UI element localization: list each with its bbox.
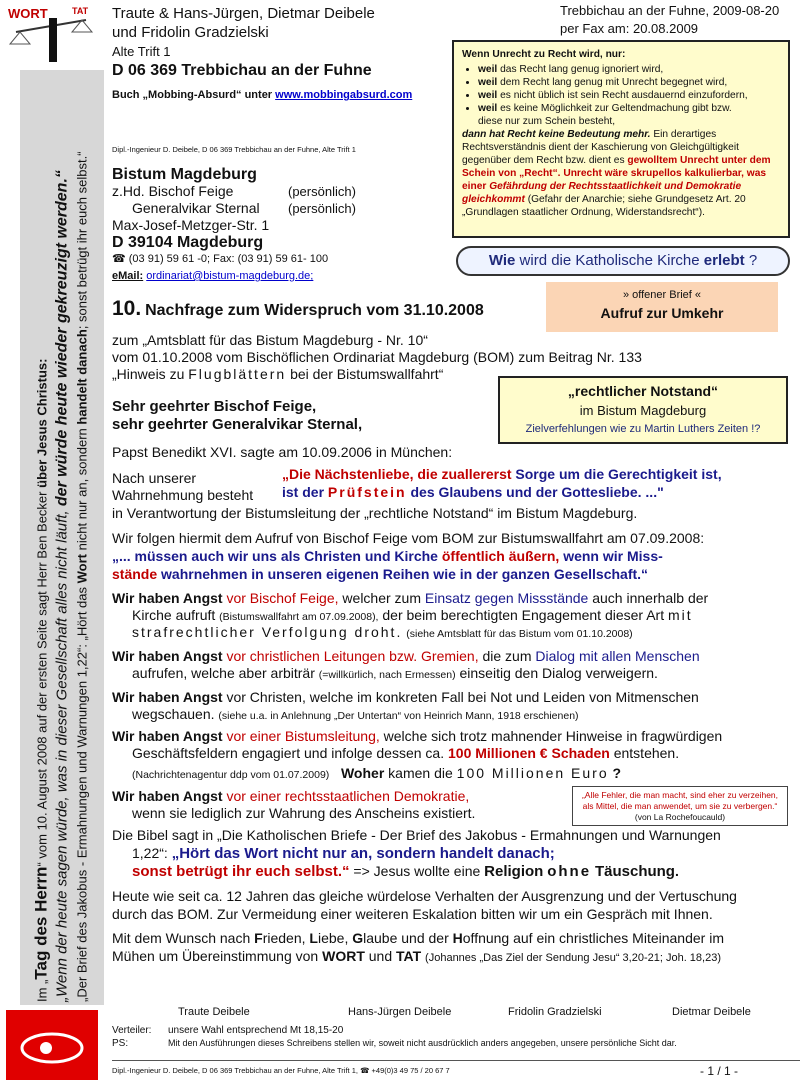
recipient-line2: Generalvikar Sternal (persönlich) bbox=[132, 200, 356, 216]
feige-quote2: stände wahrnehmen in unseren eigenen Reihen wie in der ganzen Gesellschaft.“ bbox=[112, 566, 649, 582]
phone-icon: ☎ bbox=[360, 1066, 370, 1075]
unrecht-cont: diese nur zum Schein besteht, bbox=[478, 116, 616, 127]
angst-4-line2: Geschäftsfeldern engagiert und infolge dessen ca. 100 Millionen € Schaden entstehen. bbox=[132, 745, 680, 761]
sender-return-line: Dipl.-Ingenieur D. Deibele, D 06 369 Trebbichau an der Fuhne, Alte Trift 1 bbox=[112, 145, 356, 154]
folgen-line: Wir folgen hiermit dem Aufruf von Bischof Feige vom BOM zur Bistumswallfahrt am 07.09.2008: bbox=[112, 530, 705, 546]
ref-line1: zum „Amtsblatt für das Bistum Magdeburg - Nr. 10“ bbox=[112, 332, 428, 348]
papst-line: Papst Benedikt XVI. sagte am 10.09.2006 in München: bbox=[112, 444, 453, 460]
subject-line: 10. Nachfrage zum Widerspruch vom 31.10.2008 bbox=[112, 297, 484, 320]
angst-5-line1: Wir haben Angst vor einer rechtsstaatlichen Demokratie, bbox=[112, 788, 470, 804]
bibel-line3: sonst betrügt ihr euch selbst.“ => Jesus wollte eine Religion ohne Täuschung. bbox=[132, 863, 679, 880]
list-item: • weil dem Recht lang genug mit Unrecht begegnet wird, bbox=[478, 76, 780, 89]
signature-dietmar: Dietmar Deibele bbox=[672, 1006, 751, 1018]
salutation2: sehr geehrter Generalvikar Sternal, bbox=[112, 416, 363, 433]
footer-divider bbox=[112, 1060, 800, 1061]
verteiler-row: Verteiler: unsere Wahl entsprechend Mt 18,15-20 bbox=[112, 1025, 344, 1036]
wunsch-line1: Mit dem Wunsch nach Frieden, Liebe, Glaube und der Hoffnung auf ein christliches Miteinander im bbox=[112, 930, 724, 946]
salutation1: Sehr geehrter Bischof Feige, bbox=[112, 398, 317, 415]
phone-icon: ☎ bbox=[112, 253, 126, 265]
red-badge-image bbox=[6, 1010, 98, 1080]
wie-erlebt-banner: Wie wird die Katholische Kirche erlebt ? bbox=[456, 246, 790, 276]
bibel-line2: 1,22“: „Hört das Wort nicht nur an, sondern handelt danach; bbox=[132, 845, 555, 862]
distribution-notes bbox=[112, 1024, 800, 1050]
bibel-line1: Die Bibel sagt in „Die Katholischen Briefe - Der Brief des Jakobus - Ermahnungen und Warnungen bbox=[112, 827, 721, 843]
angst-4-line3: (Nachrichtenagentur ddp vom 01.07.2009) Woher kamen die 100 Millionen Euro ? bbox=[132, 765, 622, 781]
heute-line1: Heute wie seit ca. 12 Jahren das gleiche würdelose Verhalten der Ausgrenzung und der Vertuschung bbox=[112, 888, 737, 904]
rochefoucauld-l3: (von La Rochefoucauld) bbox=[634, 812, 726, 822]
signature-traute: Traute Deibele bbox=[178, 1006, 250, 1018]
sender-city: D 06 369 Trebbichau an der Fuhne bbox=[112, 62, 372, 79]
side-quote-banner bbox=[20, 70, 104, 1005]
papst-quote1: „Die Nächstenliebe, die zuallererst Sorge um die Gerechtigkeit ist, bbox=[282, 466, 722, 482]
sender-line2: und Fridolin Gradzielski bbox=[112, 24, 269, 41]
side-quote-text: Im „Tag des Herrn“ vom 10. August 2008 auf der ersten Seite sagt Herr Ben Becker über Jesus Christus: „Wenn der heute sagen würde, was in dieser Gesellschaft alles nicht läuft, der würde heute wieder gekreuzigt werden.“ „Der Brief des Jakobus - Ermahnungen und Warnungen 1,22“: „Hört das Wort nicht nur an, sondern handelt danach; sonst betrügt ihr euch selbst.“ bbox=[31, 151, 90, 1002]
unrecht-quote-box bbox=[452, 40, 790, 238]
angst-3-line2: wegschauen. (siehe u.a. in Anlehnung „Der Untertan“ von Heinrich Mann, 1918 erschienen) bbox=[132, 706, 579, 722]
notstand-sub: im Bistum Magdeburg bbox=[579, 403, 707, 418]
angst-4-line1: Wir haben Angst vor einer Bistumsleitung, welche sich trotz mahnender Hinweise in fragwürdigen bbox=[112, 728, 723, 744]
feige-quote1: „... müssen auch wir uns als Christen und Kirche öffentlich äußern, wenn wir Miss- bbox=[112, 548, 663, 564]
recipient-line1: z.Hd. Bischof Feige (persönlich) bbox=[112, 183, 356, 199]
ref-line2: vom 01.10.2008 vom Bischöflichen Ordinariat Magdeburg (BOM) zum Beitrag Nr. 133 bbox=[112, 349, 642, 365]
heute-line2: durch das BOM. Zur Vermeidung einer weiteren Eskalation bitten wir um ein Gespräch mit Ihnen. bbox=[112, 906, 713, 922]
list-item: • weil es nicht üblich ist sein Recht ausdauernd einzufordern, bbox=[478, 89, 780, 102]
list-item: • weil es keine Möglichkeit zur Geltendmachung gibt bzw. bbox=[478, 102, 780, 115]
recipient-email: eMail: ordinariat@bistum-magdeburg.de; bbox=[112, 270, 314, 282]
logo-tat: TAT bbox=[72, 6, 89, 16]
recipient-address bbox=[112, 166, 452, 285]
unrecht-list bbox=[462, 63, 780, 115]
nach-line2: Wahrnehmung besteht bbox=[112, 487, 254, 503]
recipient-org: Bistum Magdeburg bbox=[112, 166, 257, 183]
list-item: • weil das Recht lang genug ignoriert wird, bbox=[478, 63, 780, 76]
fax-date: per Fax am: 20.08.2009 bbox=[560, 21, 699, 36]
sender-street: Alte Trift 1 bbox=[112, 44, 171, 59]
book-note: Buch „Mobbing-Absurd“ unter www.mobbingabsurd.com bbox=[112, 89, 413, 101]
angst-5-line2: wenn sie lediglich zur Wahrung des Anscheins existiert. bbox=[132, 805, 476, 821]
logo-wort: WORT bbox=[8, 6, 48, 21]
angst-1-line1: Wir haben Angst vor Bischof Feige, welcher zum Einsatz gegen Missstände auch innerhalb der bbox=[112, 590, 709, 606]
page-number: - 1 / 1 - bbox=[700, 1064, 739, 1078]
footer-address: Dipl.-Ingenieur D. Deibele, D 06 369 Trebbichau an der Fuhne, Alte Trift 1, ☎ +49(0)3 49 75 / 20 67 7 bbox=[112, 1066, 450, 1075]
rochefoucauld-quote-box bbox=[572, 786, 788, 826]
book-link[interactable]: www.mobbingabsurd.com bbox=[275, 89, 413, 101]
angst-1-line3: strafrechtlicher Verfolgung droht. (siehe Amtsblatt für das Bistum vom 01.10.2008) bbox=[132, 624, 633, 640]
sender-address bbox=[112, 4, 452, 105]
ref-line3: „Hinweis zu Flugblättern bei der Bistumswallfahrt“ bbox=[112, 366, 444, 382]
papst-quote2: ist der Prüfstein des Glaubens und der Gottesliebe. ..." bbox=[282, 484, 664, 500]
notstand-note: Zielverfehlungen wie zu Martin Luthers Zeiten !? bbox=[525, 423, 761, 435]
rochefoucauld-l2: als Mittel, die man anwendet, um sie zu verbergen.“ bbox=[582, 801, 778, 811]
signature-fridolin: Fridolin Gradzielski bbox=[508, 1006, 602, 1018]
nach-line1: Nach unserer bbox=[112, 470, 197, 486]
email-link[interactable]: ordinariat@bistum-magdeburg.de; bbox=[146, 270, 314, 282]
verantwortung-line: in Verantwortung der Bistumsleitung der „rechtliche Notstand“ im Bistum Magdeburg. bbox=[112, 505, 638, 521]
angst-2-line1: Wir haben Angst vor christlichen Leitungen bzw. Gremien, die zum Dialog mit allen Menschen bbox=[112, 648, 700, 664]
unrecht-body: dann hat Recht keine Bedeutung mehr. Ein derartiges Rechtsverständnis dient der Kaschierung von Gleichgültigkeit gegenüber dem Recht bzw. dient es gewolltem Unrecht unter dem Schein von „Recht“. Unrecht wäre skrupellos kalkulierbar, was einer Gefährdung der Rechtsstaatlichkeit und Demokratie gleichkommt (Gefahr der Anarchie; siehe Grundgesetz Art. 20 „Grundlagen staatlicher Ordnung, Widerstandsrecht“). bbox=[462, 129, 771, 218]
angst-3-line1: Wir haben Angst vor Christen, welche im konkreten Fall bei Not und Leiden von Mitmenschen bbox=[112, 689, 699, 705]
aufruf-pre: » offener Brief « bbox=[622, 289, 702, 301]
aufruf-title: Aufruf zur Umkehr bbox=[600, 305, 724, 321]
place-date: Trebbichau an der Fuhne, 2009-08-20 bbox=[560, 3, 780, 18]
signature-hans-juergen: Hans-Jürgen Deibele bbox=[348, 1006, 452, 1018]
wort-tat-logo bbox=[6, 4, 102, 64]
letter-meta bbox=[560, 2, 779, 38]
sender-line1: Traute & Hans-Jürgen, Dietmar Deibele bbox=[112, 5, 375, 22]
angst-1-line2: Kirche aufruft (Bistumswallfahrt am 07.09.2008), der beim berechtigten Engagement dieser Art mit bbox=[132, 607, 693, 623]
angst-2-line2: aufrufen, welche aber arbiträr (=willkürlich, nach Ermessen) einseitig den Dialog verweigern. bbox=[132, 665, 658, 681]
unrecht-heading: Wenn Unrecht zu Recht wird, nur: bbox=[462, 49, 626, 60]
wunsch-line2: Mühen um Übereinstimmung von WORT und TAT (Johannes „Das Ziel der Sendung Jesu“ 3,20-21; Joh. 18,23) bbox=[112, 948, 721, 964]
ps-row: PS: Mit den Ausführungen dieses Schreibens stellen wir, soweit nicht ausdrücklich anders angegeben, unsere persönliche Sicht dar. bbox=[112, 1038, 677, 1049]
rochefoucauld-l1: „Alle Fehler, die man macht, sind eher zu verzeihen, bbox=[581, 790, 779, 800]
recipient-street: Max-Josef-Metzger-Str. 1 bbox=[112, 217, 270, 233]
recipient-phone: ☎ (03 91) 59 61 -0; Fax: (03 91) 59 61- 100 bbox=[112, 253, 329, 265]
notstand-title: „rechtlicher Notstand“ bbox=[567, 383, 719, 399]
recipient-city: D 39104 Magdeburg bbox=[112, 234, 264, 251]
